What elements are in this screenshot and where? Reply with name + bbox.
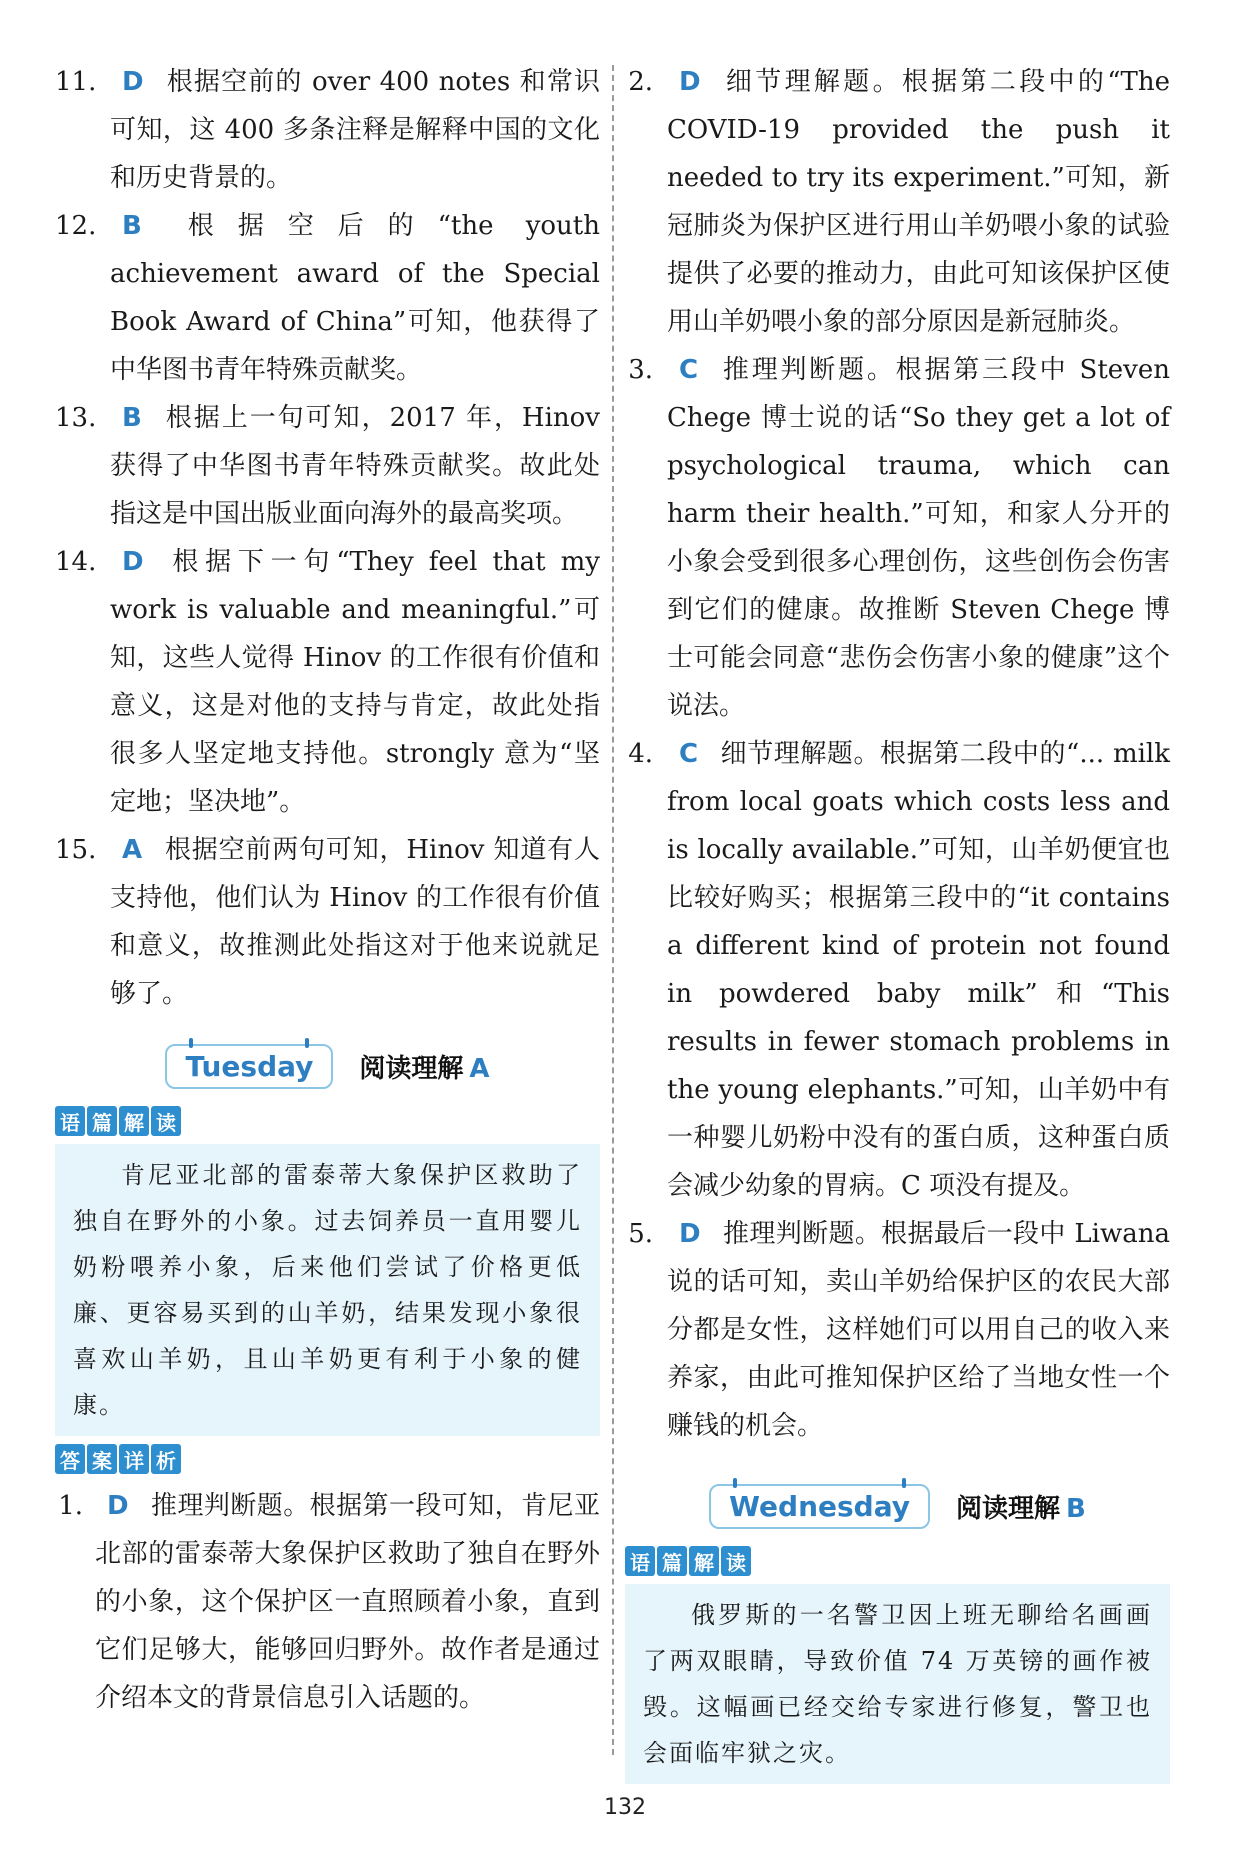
item-number: 3. [628, 355, 653, 385]
explanation-text: 根据空后的“the youth achievement award of the Special Book Award of China”可知，他获得了中华图书青年特殊贡献奖。 [110, 211, 600, 385]
wednesday-section-header [625, 1476, 1170, 1536]
answer-tag [55, 1444, 600, 1474]
item-number: 5. [628, 1219, 653, 1249]
item-number: 2. [628, 67, 653, 97]
answer-item-13 [55, 394, 600, 538]
explanation-text: 根据下一句“They feel that my work is valuable and meaningful.”可知，这些人觉得 Hinov 的工作很有价值和意义，这是对他的支持与肯定，故此处指很多人坚定地支持他。strongly 意为“坚定地；坚决地”。 [110, 547, 600, 817]
tuesday-summary: 肯尼亚北部的雷泰蒂大象保护区救助了独自在野外的小象。过去饲养员一直用婴儿奶粉喂养小象，后来他们尝试了价格更低廉、更容易买到的山羊奶，结果发现小象很喜欢山羊奶，且山羊奶更有利于小象的健康。 [55, 1144, 600, 1436]
section-title [359, 1048, 489, 1085]
item-number: 1. [58, 1491, 83, 1521]
tag-char: 答 [55, 1444, 85, 1474]
answer-item-11 [55, 58, 600, 202]
item-number: 12. [55, 211, 97, 241]
answer-item-3 [625, 346, 1170, 730]
answer-letter: D [679, 1219, 701, 1249]
tag-char: 读 [721, 1546, 751, 1576]
answer-letter: D [122, 67, 144, 97]
explanation-text: 细节理解题。根据第二段中的“The COVID-19 provided the push it needed to try its experiment.”可知，新冠肺炎为保护区进行用山羊奶喂小象的试验提供了必要的推动力，由此可知该保护区使用山羊奶喂小象的部分原因是新冠肺炎。 [667, 67, 1170, 337]
item-number: 15. [55, 835, 97, 865]
left-column [55, 58, 600, 1722]
answer-letter: B [122, 403, 142, 433]
explanation-text: 推理判断题。根据第三段中 Steven Chege 博士说的话“So they get a lot of psychological trauma, which can harm their health.”可知，和家人分开的小象会受到很多心理创伤，这些创伤会伤害到它们的健康。故推断 Steven Chege 博士可能会同意“悲伤会伤害小象的健康”这个说法。 [667, 355, 1170, 721]
item-number: 11. [55, 67, 97, 97]
section-title-text: 阅读理解 [956, 1493, 1061, 1524]
explanation-text: 细节理解题。根据第二段中的“... milk from local goats which costs less and is locally available.”可知，山羊奶便宜也比较好购买；根据第三段中的“it contains a different kind of protein not found in powdered baby milk”和“This results in fewer stomach problems in the young elephants.”可知，山羊奶中有一种婴儿奶粉中没有的蛋白质，这种蛋白质会减少幼象的胃病。C 项没有提及。 [667, 739, 1170, 1201]
explanation-text: 根据上一句可知，2017 年，Hinov 获得了中华图书青年特殊贡献奖。故此处指这是中国出版业面向海外的最高奖项。 [110, 403, 600, 529]
wednesday-summary: 俄罗斯的一名警卫因上班无聊给名画画了两双眼睛，导致价值 74 万英镑的画作被毁。这幅画已经交给专家进行修复，警卫也会面临牢狱之灾。 [625, 1584, 1170, 1784]
answer-letter: D [107, 1491, 129, 1521]
answer-item-15 [55, 826, 600, 1018]
answer-letter: D [679, 67, 701, 97]
tuesday-badge: Tuesday [165, 1044, 333, 1089]
item-number: 14. [55, 547, 97, 577]
tag-char: 篇 [87, 1106, 117, 1136]
column-divider [612, 65, 614, 1755]
answer-letter: C [679, 739, 699, 769]
tag-char: 解 [119, 1106, 149, 1136]
explanation-text: 根据空前两句可知，Hinov 知道有人支持他，他们认为 Hinov 的工作很有价值和意义，故推测此处指这对于他来说就足够了。 [110, 835, 600, 1009]
summary-tag [55, 1106, 600, 1136]
tag-char: 案 [87, 1444, 117, 1474]
tag-char: 语 [55, 1106, 85, 1136]
tag-char: 篇 [657, 1546, 687, 1576]
explanation-text: 推理判断题。根据第一段可知，肯尼亚北部的雷泰蒂大象保护区救助了独自在野外的小象，这个保护区一直照顾着小象，直到它们足够大，能够回归野外。故作者是通过介绍本文的背景信息引入话题的。 [95, 1491, 600, 1713]
section-title [956, 1488, 1086, 1525]
answer-item-12 [55, 202, 600, 394]
answer-letter: B [122, 211, 142, 241]
wednesday-badge: Wednesday [709, 1484, 930, 1529]
answer-item-5 [625, 1210, 1170, 1450]
section-letter: A [469, 1053, 490, 1084]
tag-char: 解 [689, 1546, 719, 1576]
answer-list-left [55, 58, 600, 1018]
tag-char: 语 [625, 1546, 655, 1576]
item-number: 4. [628, 739, 653, 769]
right-column [625, 58, 1170, 1792]
explanation-text: 推理判断题。根据最后一段中 Liwana 说的话可知，卖山羊奶给保护区的农民大部分都是女性，这样她们可以用自己的收入来养家，由此可推知保护区给了当地女性一个赚钱的机会。 [667, 1219, 1170, 1441]
explanation-text: 根据空前的 over 400 notes 和常识可知，这 400 多条注释是解释中国的文化和历史背景的。 [110, 67, 600, 193]
section-letter: B [1066, 1493, 1086, 1524]
section-title-text: 阅读理解 [359, 1053, 464, 1084]
item-number: 13. [55, 403, 97, 433]
tuesday-section-header [55, 1036, 600, 1096]
tag-char: 详 [119, 1444, 149, 1474]
answer-item-4 [625, 730, 1170, 1210]
tag-char: 读 [151, 1106, 181, 1136]
answer-letter: C [679, 355, 699, 385]
answer-item-1 [55, 1482, 600, 1722]
answer-item-14 [55, 538, 600, 826]
summary-tag [625, 1546, 1170, 1576]
tag-char: 析 [151, 1444, 181, 1474]
answer-letter: A [122, 835, 143, 865]
answer-item-2 [625, 58, 1170, 346]
answer-letter: D [122, 547, 144, 577]
page-number: 132 [604, 1795, 646, 1820]
